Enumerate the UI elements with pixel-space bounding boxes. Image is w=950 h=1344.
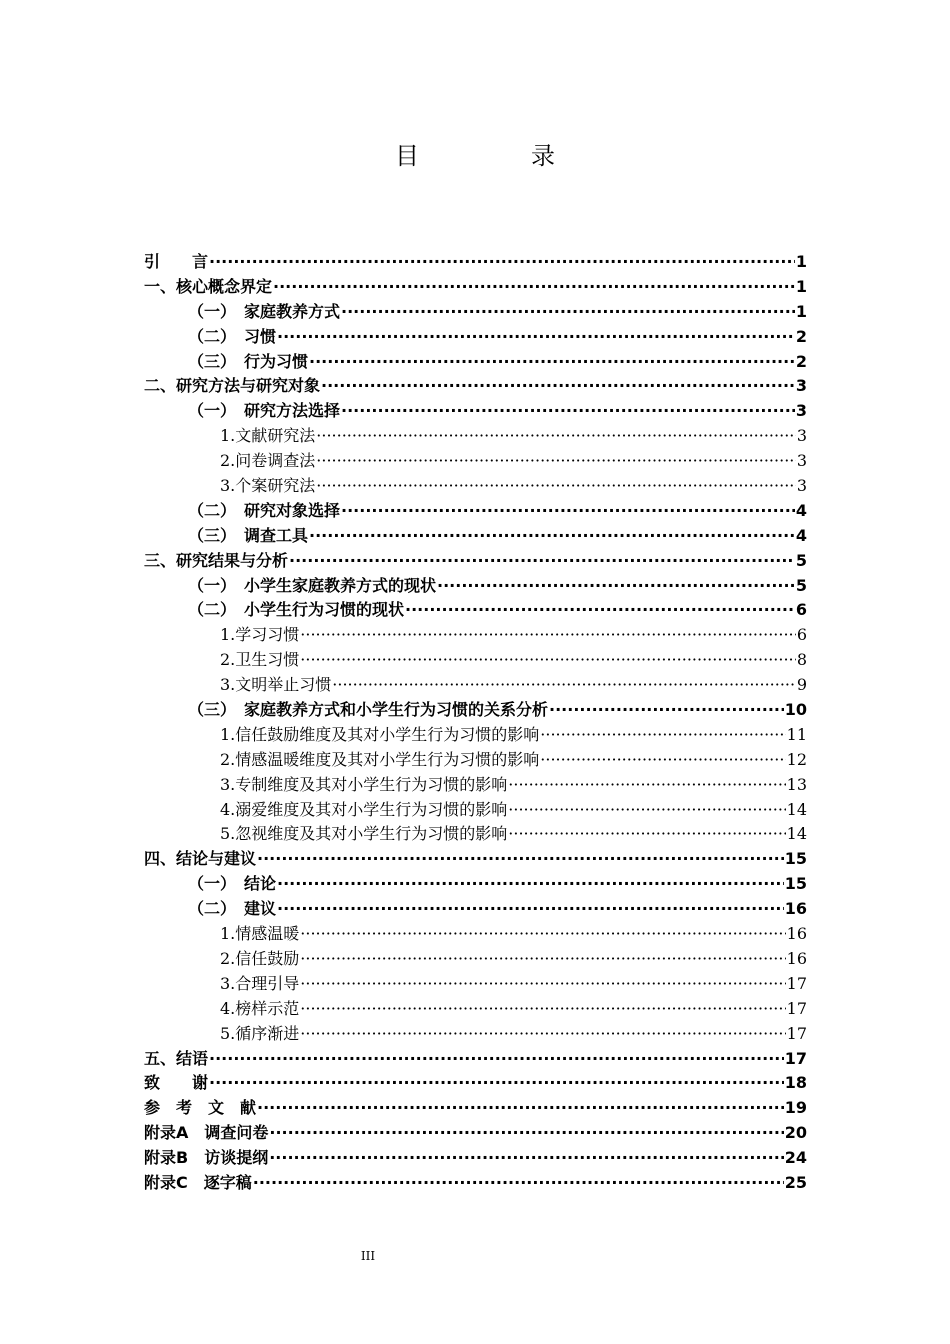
- toc-entry[interactable]: [144, 399, 807, 424]
- toc-entry-page: 24: [784, 1148, 807, 1168]
- toc-leader-dots: [257, 1096, 784, 1121]
- toc-leader-dots: [273, 275, 795, 300]
- toc-entry-page: 16: [786, 948, 807, 968]
- toc-leader-dots: [316, 474, 796, 499]
- toc-leader-dots: [209, 1071, 784, 1096]
- toc-leader-dots: [209, 1047, 784, 1072]
- toc-entry[interactable]: [144, 673, 807, 698]
- toc-entry-label: 致 谢: [144, 1073, 209, 1093]
- toc-leader-dots: [405, 598, 795, 623]
- toc-entry-label: 3.专制维度及其对小学生行为习惯的影响: [220, 774, 508, 794]
- toc-entry-page: 15: [784, 874, 807, 894]
- toc-entry-label: （三） 家庭教养方式和小学生行为习惯的关系分析: [188, 700, 549, 720]
- toc-entry[interactable]: [144, 449, 807, 474]
- toc-leader-dots: [277, 325, 795, 350]
- toc-entry-page: 8: [796, 650, 807, 670]
- toc-leader-dots: [508, 773, 785, 798]
- toc-entry-page: 25: [784, 1172, 807, 1192]
- toc-leader-dots: [316, 424, 796, 449]
- toc-leader-dots: [300, 947, 785, 972]
- toc-entry-page: 3: [795, 376, 807, 396]
- toc-entry-label: （二） 建议: [188, 899, 277, 919]
- toc-entry-label: 2.卫生习惯: [220, 650, 300, 670]
- toc-entry[interactable]: [144, 872, 807, 897]
- toc-entry[interactable]: [144, 574, 807, 599]
- toc-leader-dots: [300, 648, 796, 673]
- toc-entry-label: （二） 小学生行为习惯的现状: [188, 600, 405, 620]
- toc-leader-dots: [300, 972, 785, 997]
- toc-leader-dots: [253, 1171, 784, 1196]
- toc-entry-label: 附录A 调查问卷: [144, 1123, 269, 1143]
- toc-entry-label: 3.文明举止习惯: [220, 675, 332, 695]
- page-title: 目 录: [395, 142, 599, 170]
- toc-entry[interactable]: [144, 972, 807, 997]
- toc-entry-page: 17: [786, 973, 807, 993]
- toc-entry-label: 三、研究结果与分析: [144, 550, 289, 570]
- toc-entry-page: 14: [786, 824, 807, 844]
- toc-leader-dots: [289, 549, 795, 574]
- toc-entry-label: 1.信任鼓励维度及其对小学生行为习惯的影响: [220, 724, 540, 744]
- toc-entry-label: 3.合理引导: [220, 973, 300, 993]
- toc-leader-dots: [540, 748, 785, 773]
- toc-entry[interactable]: [144, 325, 807, 350]
- toc-entry-page: 19: [784, 1098, 807, 1118]
- toc-entry-page: 1: [795, 301, 807, 321]
- toc-entry-label: 一、核心概念界定: [144, 276, 273, 296]
- toc-entry-label: 4.溺爱维度及其对小学生行为习惯的影响: [220, 799, 508, 819]
- toc-entry-label: 3.个案研究法: [220, 476, 316, 496]
- toc-leader-dots: [540, 723, 785, 748]
- toc-entry-label: 2.情感温暖维度及其对小学生行为习惯的影响: [220, 749, 540, 769]
- toc-entry-label: （二） 研究对象选择: [188, 500, 341, 520]
- toc-entry-page: 4: [795, 525, 807, 545]
- toc-entry[interactable]: [144, 822, 807, 847]
- toc-entry-page: 16: [784, 899, 807, 919]
- toc-leader-dots: [341, 499, 795, 524]
- toc-entry-page: 10: [784, 700, 807, 720]
- toc-entry[interactable]: [144, 1121, 807, 1146]
- toc-entry-page: 15: [784, 849, 807, 869]
- toc-entry-label: 参 考 文 献: [144, 1098, 257, 1118]
- toc-entry-label: （二） 习惯: [188, 326, 277, 346]
- toc-entry-label: 引 言: [144, 252, 209, 271]
- toc-entry-page: 4: [795, 500, 807, 520]
- toc-entry[interactable]: [144, 748, 807, 773]
- toc-entry-page: 18: [784, 1073, 807, 1093]
- toc-entry-page: 3: [796, 476, 807, 496]
- toc-entry-label: （一） 家庭教养方式: [188, 301, 341, 321]
- page-number: III: [360, 1249, 376, 1263]
- toc-entry-page: 1: [795, 252, 807, 271]
- toc-entry[interactable]: [144, 623, 807, 648]
- toc-entry[interactable]: [144, 1022, 807, 1047]
- toc-leader-dots: [269, 1146, 784, 1171]
- toc-entry[interactable]: [144, 897, 807, 922]
- toc-entry-page: 17: [786, 998, 807, 1018]
- toc-leader-dots: [277, 897, 784, 922]
- toc-leader-dots: [269, 1121, 783, 1146]
- toc-entry[interactable]: [144, 300, 807, 325]
- toc-leader-dots: [341, 300, 795, 325]
- toc-leader-dots: [341, 399, 795, 424]
- toc-entry-page: 1: [795, 276, 807, 296]
- toc-entry[interactable]: [144, 524, 807, 549]
- toc-entry-label: 2.信任鼓励: [220, 948, 300, 968]
- toc-entry[interactable]: [144, 798, 807, 823]
- toc-leader-dots: [277, 872, 784, 897]
- toc-entry-page: 17: [786, 1023, 807, 1043]
- toc-entry[interactable]: [144, 847, 807, 872]
- toc-entry[interactable]: [144, 947, 807, 972]
- toc-entry[interactable]: [144, 474, 807, 499]
- toc-entry[interactable]: [144, 499, 807, 524]
- toc-entry-page: 6: [796, 625, 807, 645]
- toc-entry-page: 11: [786, 724, 807, 744]
- toc-leader-dots: [300, 623, 796, 648]
- toc-entry-page: 16: [786, 924, 807, 944]
- toc-entry[interactable]: [144, 275, 807, 300]
- toc-entry-page: 6: [795, 600, 807, 620]
- toc-leader-dots: [309, 350, 795, 375]
- toc-leader-dots: [332, 673, 796, 698]
- toc-entry-label: 二、研究方法与研究对象: [144, 376, 321, 396]
- toc-entry-label: （三） 行为习惯: [188, 351, 309, 371]
- toc-entry[interactable]: [144, 250, 807, 275]
- toc-entry[interactable]: [144, 374, 807, 399]
- toc-entry[interactable]: [144, 1096, 807, 1121]
- toc-entry-page: 3: [796, 451, 807, 471]
- toc-entry[interactable]: [144, 549, 807, 574]
- toc-entry-label: 5.循序渐进: [220, 1023, 300, 1043]
- toc-entry-label: 四、结论与建议: [144, 849, 257, 869]
- toc-entry-label: （一） 研究方法选择: [188, 401, 341, 421]
- toc-entry[interactable]: [144, 1047, 807, 1072]
- toc-entry-page: 20: [784, 1123, 807, 1143]
- toc-entry-page: 12: [786, 749, 807, 769]
- toc-entry[interactable]: [144, 773, 807, 798]
- toc-entry-label: 附录C 逐字稿: [144, 1172, 252, 1192]
- toc-leader-dots: [316, 449, 796, 474]
- toc-leader-dots: [300, 1022, 785, 1047]
- toc-entry-page: 14: [786, 799, 807, 819]
- toc-entry-label: （一） 小学生家庭教养方式的现状: [188, 575, 437, 595]
- toc-entry-page: 2: [795, 326, 807, 346]
- toc-entry-label: 4.榜样示范: [220, 998, 300, 1018]
- toc-entry-page: 5: [795, 575, 807, 595]
- toc-entry[interactable]: [144, 1146, 807, 1171]
- toc-entry-label: 附录B 访谈提纲: [144, 1148, 269, 1168]
- toc-entry-label: （一） 结论: [188, 874, 277, 894]
- toc-entry-page: 9: [796, 675, 807, 695]
- toc-entry[interactable]: [144, 648, 807, 673]
- toc-entry-page: 3: [796, 426, 807, 446]
- toc-leader-dots: [300, 922, 785, 947]
- toc-entry-page: 13: [786, 774, 807, 794]
- toc-entry[interactable]: [144, 424, 807, 449]
- toc-leader-dots: [437, 574, 795, 599]
- toc-leader-dots: [508, 822, 785, 847]
- toc-entry-page: 17: [784, 1048, 807, 1068]
- toc-entry-label: 1.情感温暖: [220, 924, 300, 944]
- toc-entry-page: 2: [795, 351, 807, 371]
- toc-leader-dots: [257, 847, 784, 872]
- toc-entry[interactable]: [144, 698, 807, 723]
- toc-leader-dots: [209, 250, 795, 275]
- toc-entry[interactable]: [144, 350, 807, 375]
- toc-leader-dots: [321, 374, 795, 399]
- toc-entry[interactable]: [144, 1171, 807, 1196]
- toc-entry[interactable]: [144, 997, 807, 1022]
- toc-leader-dots: [309, 524, 795, 549]
- toc-entry-label: 2.问卷调查法: [220, 451, 316, 471]
- toc-leader-dots: [300, 997, 785, 1022]
- toc-entry-page: 5: [795, 550, 807, 570]
- toc-entry[interactable]: [144, 922, 807, 947]
- toc-entry-label: 五、结语: [144, 1048, 209, 1068]
- toc-leader-dots: [508, 798, 785, 823]
- toc-entry-label: 1.学习习惯: [220, 625, 300, 645]
- toc-entry-label: （三） 调查工具: [188, 525, 309, 545]
- toc-entry-label: 1.文献研究法: [220, 426, 316, 446]
- toc-entry-label: 5.忽视维度及其对小学生行为习惯的影响: [220, 824, 508, 844]
- toc-leader-dots: [549, 698, 784, 723]
- toc-entry-page: 3: [795, 401, 807, 421]
- toc-entry[interactable]: [144, 723, 807, 748]
- table-of-contents: [144, 250, 807, 1196]
- toc-entry[interactable]: [144, 598, 807, 623]
- toc-entry[interactable]: [144, 1071, 807, 1096]
